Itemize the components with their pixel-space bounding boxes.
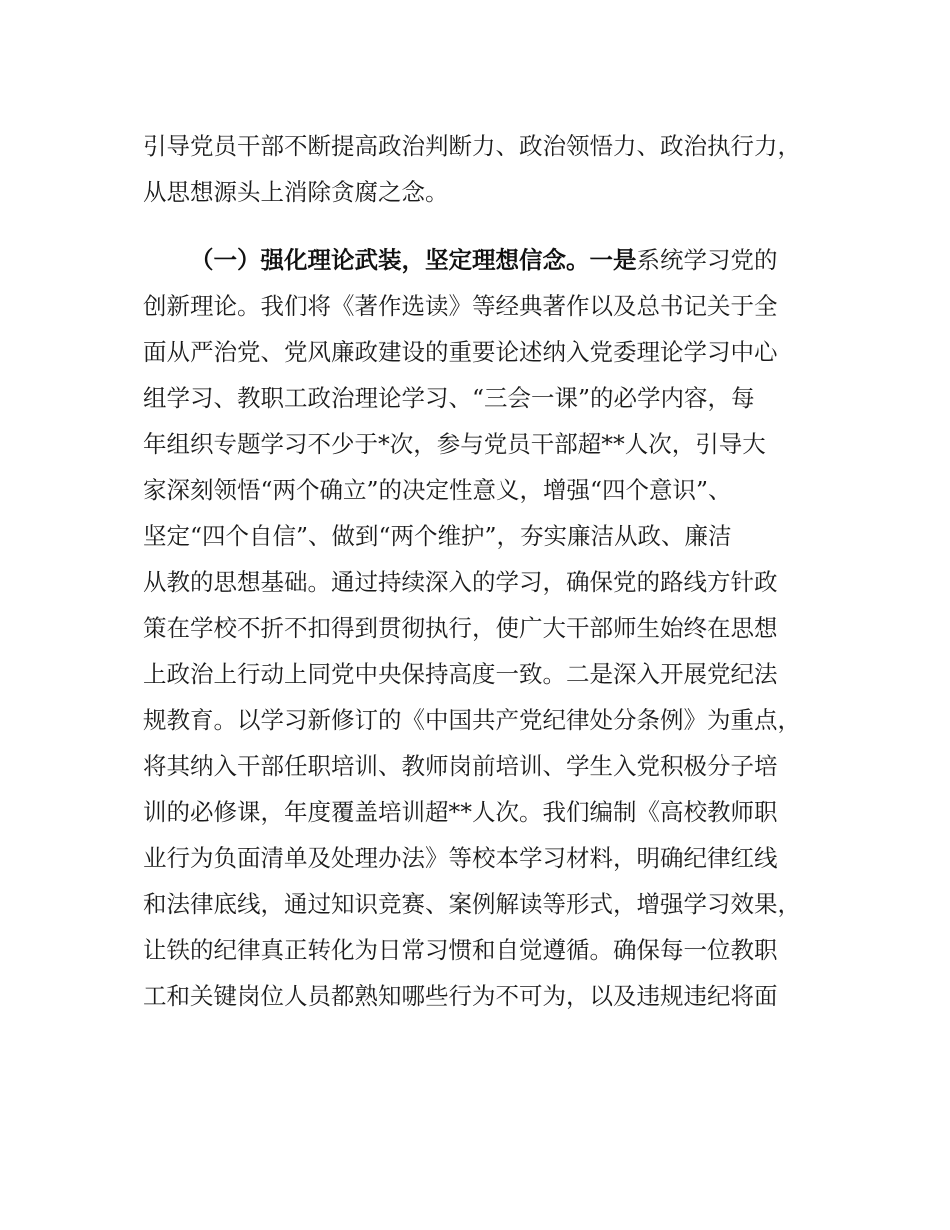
text-line: 引导党员干部不断提高政治判断力、政治领悟力、政治执行力， xyxy=(143,132,801,160)
text-line: 面从严治党、党风廉政建设的重要论述纳入党委理论学习中心 xyxy=(143,338,778,366)
text-line: 和法律底线，通过知识竞赛、案例解读等形式，增强学习效果， xyxy=(143,890,801,918)
text-line: 从教的思想基础。通过持续深入的学习，确保党的路线方针政 xyxy=(143,568,778,596)
text-line: 训的必修课，年度覆盖培训超**人次。我们编制《高校教师职 xyxy=(143,798,778,826)
section-heading: （一）强化理论武装，坚定理想信念。一是 xyxy=(190,246,637,274)
text-line: 将其纳入干部任职培训、教师岗前培训、学生入党积极分子培 xyxy=(143,752,778,780)
text-line: 让铁的纪律真正转化为日常习惯和自觉遵循。确保每一位教职 xyxy=(143,936,778,964)
text-line: 工和关键岗位人员都熟知哪些行为不可为，以及违规违纪将面 xyxy=(143,982,778,1010)
text-line: 业行为负面清单及处理办法》等校本学习材料，明确纪律红线 xyxy=(143,844,778,872)
text-line: 上政治上行动上同党中央保持高度一致。二是深入开展党纪法 xyxy=(143,660,778,688)
section-heading-line xyxy=(190,242,833,278)
text-line: 坚定“四个自信”、做到“两个维护”，夯实廉洁从政、廉洁 xyxy=(143,522,732,550)
text-line: 家深刻领悟“两个确立”的决定性意义，增强“四个意识”、 xyxy=(143,476,732,504)
text-line: 创新理论。我们将《著作选读》等经典著作以及总书记关于全 xyxy=(143,292,778,320)
text-span: 系统学习党的 xyxy=(636,246,778,274)
text-line: 年组织专题学习不少于*次，参与党员干部超**人次，引导大 xyxy=(143,430,766,458)
text-line: 从思想源头上消除贪腐之念。 xyxy=(143,178,449,206)
text-line: 组学习、教职工政治理论学习、“三会一课”的必学内容，每 xyxy=(143,384,755,412)
text-line: 策在学校不折不扣得到贯彻执行，使广大干部师生始终在思想 xyxy=(143,614,778,642)
text-line: 规教育。以学习新修订的《中国共产党纪律处分条例》为重点， xyxy=(143,706,801,734)
